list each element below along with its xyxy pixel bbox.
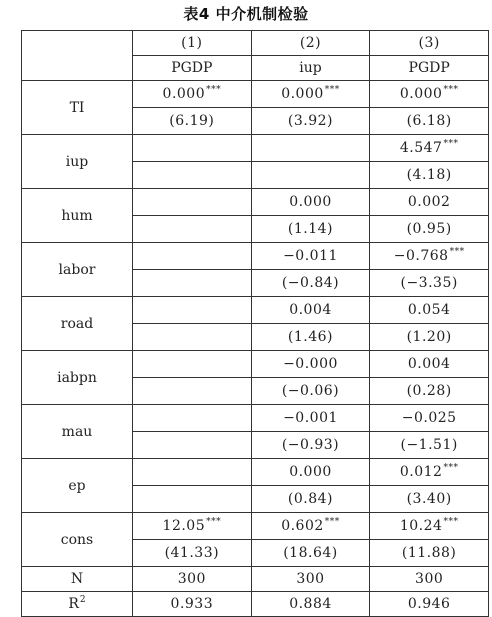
coefficient-cell	[133, 243, 252, 270]
t-statistic-cell	[251, 378, 370, 405]
coefficient-cell	[251, 459, 370, 486]
t-statistic-cell-text: (3.92)	[287, 113, 334, 129]
observations-value-text: 300	[177, 571, 206, 587]
table-row-coef	[22, 405, 489, 432]
coefficient-cell-text: 12.05	[162, 518, 206, 534]
t-statistic-cell	[370, 324, 489, 351]
t-statistic-cell	[370, 270, 489, 297]
coefficient-cell	[133, 297, 252, 324]
t-statistic-cell	[133, 270, 252, 297]
r-squared-value-text: 0.884	[289, 596, 332, 612]
coefficient-cell-text: −0.768	[393, 248, 449, 264]
t-statistic-cell	[251, 270, 370, 297]
r-squared-label-text: R	[68, 596, 79, 612]
coefficient-cell-text: 0.002	[407, 194, 451, 210]
coefficient-cell-text: 0.000	[289, 194, 332, 210]
t-statistic-cell-text: (0.28)	[406, 383, 452, 399]
table-row-coef	[22, 81, 489, 108]
variable-name	[22, 405, 133, 459]
t-statistic-cell	[251, 432, 370, 459]
observations-value-text: 300	[415, 571, 444, 587]
variable-name-text: TI	[69, 99, 85, 116]
t-statistic-cell-text: (41.33)	[164, 545, 220, 561]
coefficient-cell-text: 10.24	[399, 518, 443, 534]
observations-label-text: N	[70, 571, 84, 587]
variable-name-text: mau	[61, 423, 93, 440]
coefficient-cell	[370, 459, 489, 486]
t-statistic-cell-text: (1.46)	[287, 329, 334, 345]
header-blank-cell	[22, 31, 133, 81]
variable-name	[22, 243, 133, 297]
table-row-coef	[22, 351, 489, 378]
table-row-coef	[22, 513, 489, 540]
t-statistic-cell-text: (6.18)	[406, 113, 452, 129]
t-statistic-cell	[370, 108, 489, 135]
t-statistic-cell	[133, 162, 252, 189]
t-statistic-cell	[133, 378, 252, 405]
t-statistic-cell-text: (−0.93)	[281, 437, 340, 453]
coefficient-cell	[133, 189, 252, 216]
significance-stars: ***	[443, 85, 459, 95]
r-squared-value	[133, 592, 252, 617]
t-statistic-cell-text: (0.84)	[287, 491, 334, 507]
variable-name	[22, 297, 133, 351]
variable-name-text: road	[60, 315, 94, 332]
observations-row	[22, 567, 489, 592]
coefficient-cell-text: 0.000	[281, 86, 324, 102]
coefficient-cell	[370, 135, 489, 162]
t-statistic-cell-text: (0.95)	[406, 221, 452, 237]
variable-name	[22, 189, 133, 243]
variable-name-text: iup	[65, 153, 89, 170]
variable-name-text: labor	[58, 261, 96, 278]
r-squared-value-text: 0.933	[170, 596, 214, 612]
t-statistic-cell-text: (1.20)	[406, 329, 452, 345]
coefficient-cell	[133, 459, 252, 486]
variable-name-text: cons	[60, 531, 94, 548]
coefficient-cell-text: −0.001	[283, 410, 338, 426]
coefficient-cell	[370, 405, 489, 432]
coefficient-cell-text: 0.012	[399, 464, 443, 480]
t-statistic-cell-text: (−3.35)	[400, 275, 458, 291]
t-statistic-cell	[133, 540, 252, 567]
r-squared-label	[22, 592, 133, 617]
table-row-coef	[22, 243, 489, 270]
coefficient-cell	[133, 81, 252, 108]
column-number: (3)	[370, 31, 489, 56]
coefficient-cell-text: 0.000	[289, 464, 332, 480]
t-statistic-cell	[133, 108, 252, 135]
t-statistic-cell-text: (1.14)	[287, 221, 334, 237]
variable-name-text: hum	[61, 207, 93, 224]
column-number: (1)	[133, 31, 252, 56]
significance-stars: ***	[443, 463, 459, 473]
coefficient-cell-text: 0.004	[407, 356, 451, 372]
coefficient-cell-text: 0.602	[281, 518, 324, 534]
coefficient-cell	[370, 297, 489, 324]
coefficient-cell	[251, 513, 370, 540]
significance-stars: ***	[324, 85, 340, 95]
dependent-variable: PGDP	[370, 56, 489, 81]
t-statistic-cell-text: (18.64)	[283, 545, 338, 561]
column-number: (2)	[251, 31, 370, 56]
t-statistic-cell-text: (−0.84)	[281, 275, 340, 291]
t-statistic-cell	[133, 324, 252, 351]
significance-stars: ***	[206, 85, 222, 95]
t-statistic-cell-text: (4.18)	[406, 167, 452, 183]
r-squared-value	[251, 592, 370, 617]
coefficient-cell-text: 0.000	[162, 86, 206, 102]
r-squared-superscript: 2	[79, 595, 86, 605]
coefficient-cell-text: 4.547	[399, 140, 443, 156]
coefficient-cell	[370, 81, 489, 108]
coefficient-cell-text: −0.000	[283, 356, 338, 372]
variable-name	[22, 459, 133, 513]
header-row-columns	[22, 31, 489, 56]
t-statistic-cell-text: (−1.51)	[400, 437, 458, 453]
coefficient-cell	[370, 189, 489, 216]
coefficient-cell	[370, 351, 489, 378]
observations-value	[370, 567, 489, 592]
t-statistic-cell	[370, 216, 489, 243]
significance-stars: ***	[443, 517, 459, 527]
t-statistic-cell	[251, 540, 370, 567]
coefficient-cell	[251, 189, 370, 216]
coefficient-cell	[251, 351, 370, 378]
t-statistic-cell	[251, 162, 370, 189]
t-statistic-cell	[370, 540, 489, 567]
r-squared-row	[22, 592, 489, 617]
t-statistic-cell	[370, 162, 489, 189]
observations-label	[22, 567, 133, 592]
coefficient-cell	[251, 135, 370, 162]
t-statistic-cell	[251, 108, 370, 135]
significance-stars: ***	[443, 139, 459, 149]
significance-stars: ***	[324, 517, 340, 527]
variable-name-text: ep	[68, 477, 86, 494]
t-statistic-cell	[370, 378, 489, 405]
table-row-coef	[22, 189, 489, 216]
dependent-variable: iup	[251, 56, 370, 81]
t-statistic-cell	[370, 432, 489, 459]
coefficient-cell-text: 0.054	[407, 302, 451, 318]
observations-value	[251, 567, 370, 592]
coefficient-cell-text: 0.004	[289, 302, 332, 318]
t-statistic-cell-text: (−0.06)	[281, 383, 340, 399]
regression-table	[21, 30, 489, 617]
coefficient-cell-text: 0.000	[399, 86, 443, 102]
coefficient-cell	[370, 243, 489, 270]
observations-value-text: 300	[296, 571, 325, 587]
t-statistic-cell-text: (3.40)	[406, 491, 452, 507]
variable-name	[22, 135, 133, 189]
coefficient-cell	[251, 297, 370, 324]
variable-name	[22, 351, 133, 405]
t-statistic-cell	[370, 486, 489, 513]
coefficient-cell	[251, 81, 370, 108]
t-statistic-cell	[133, 486, 252, 513]
t-statistic-cell	[251, 486, 370, 513]
coefficient-cell	[133, 135, 252, 162]
observations-value	[133, 567, 252, 592]
coefficient-cell	[133, 513, 252, 540]
coefficient-cell	[251, 243, 370, 270]
table-caption: 表4 中介机制检验	[183, 5, 309, 23]
variable-name-text: iabpn	[57, 369, 97, 386]
coefficient-cell-text: −0.011	[283, 248, 338, 264]
t-statistic-cell	[133, 432, 252, 459]
dependent-variable: PGDP	[133, 56, 252, 81]
t-statistic-cell-text: (11.88)	[401, 545, 457, 561]
table-row-coef	[22, 459, 489, 486]
coefficient-cell	[133, 351, 252, 378]
table-row-coef	[22, 135, 489, 162]
r-squared-value-text: 0.946	[407, 596, 451, 612]
t-statistic-cell	[251, 324, 370, 351]
variable-name	[22, 513, 133, 567]
coefficient-cell-text: −0.025	[401, 410, 457, 426]
coefficient-cell	[370, 513, 489, 540]
r-squared-value	[370, 592, 489, 617]
coefficient-cell	[251, 405, 370, 432]
significance-stars: ***	[449, 247, 465, 257]
t-statistic-cell	[133, 216, 252, 243]
significance-stars: ***	[206, 517, 222, 527]
coefficient-cell	[133, 405, 252, 432]
t-statistic-cell-text: (6.19)	[169, 113, 215, 129]
variable-name	[22, 81, 133, 135]
table-row-coef	[22, 297, 489, 324]
t-statistic-cell	[251, 216, 370, 243]
